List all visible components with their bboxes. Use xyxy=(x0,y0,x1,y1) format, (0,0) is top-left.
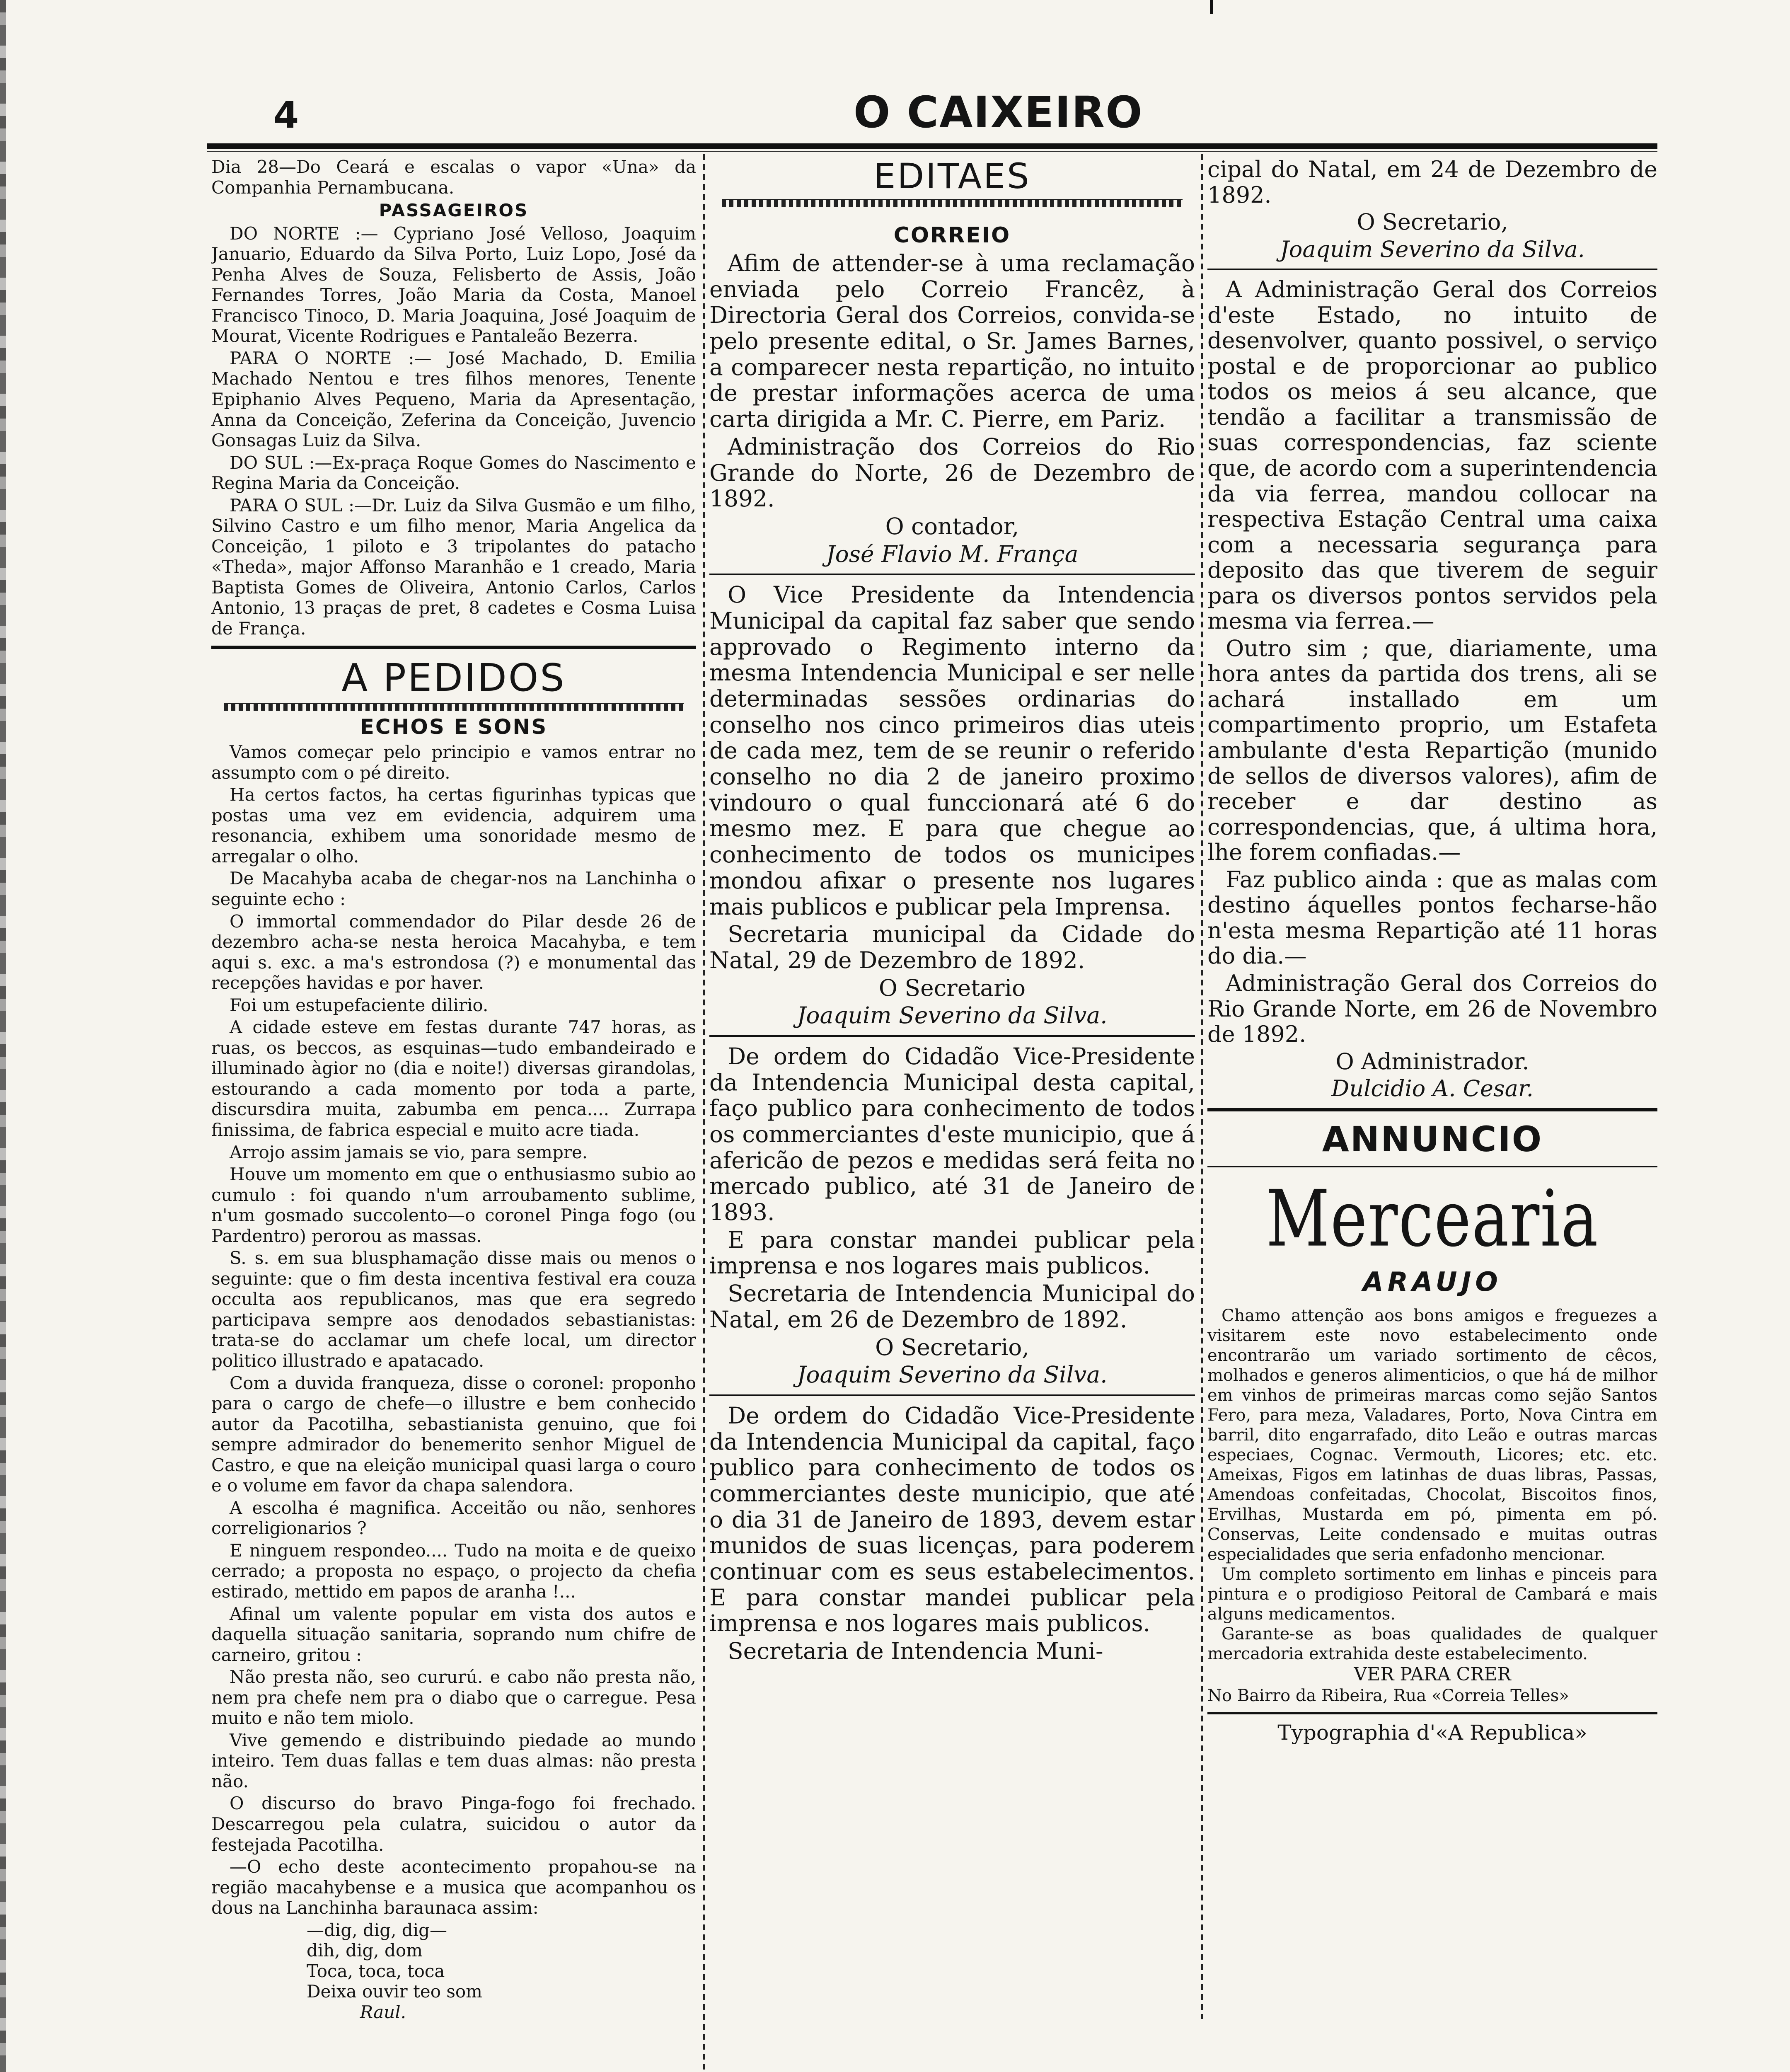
header-rule-thin xyxy=(207,151,1657,152)
secretario-name: Joaquim Severino da Silva. xyxy=(797,1002,1108,1029)
verse-line: —dig, dig, dig— xyxy=(307,1920,448,1940)
article-signature: Raul. xyxy=(360,2002,406,2022)
secretario-label: O Secretario xyxy=(878,974,1026,1001)
column-separator-1 xyxy=(703,154,705,2072)
section-rule xyxy=(1207,1166,1657,1167)
echos-paragraph: E ninguem respondeo.... Tudo na moita e de queixo cerrado; a proposta no espaço, o projecto da chefia estirado, mettido em papos de aranha !... xyxy=(211,1540,696,1602)
secretario-label: O Secretario, xyxy=(1357,209,1508,235)
passengers-do-norte: DO NORTE :— Cypriano José Velloso, Joaquim Januario, Eduardo da Silva Porto, Luiz Lopo, José da Penha Alves de Souza, Felisberto de Assis, João Fernandes Torres, João Maria da Costa, Manoel Francisco Tinoco, D. Maria Joaquina, José Joaquim de Mourat, Vicente Rodrigues e Pantaleão Bezerra. xyxy=(211,223,696,346)
verse-line: Deixa ouvir teo som xyxy=(307,1981,482,2002)
echos-paragraph: Vive gemendo e distribuindo piedade ao mundo inteiro. Tem duas fallas e tem duas almas: não presta não. xyxy=(211,1730,696,1791)
administrador-label: O Administrador. xyxy=(1335,1048,1529,1075)
edital-licencas: De ordem do Cidadão Vice-Presidente da Intendencia Municipal da capital, faço publico para conhecimento de todos os commerciantes deste municipio, que até o dia 31 de Janeiro de 1893, devem estar munidos de suas licenças, para poderem continuar com es seus estabelecimentos. E para constar mandei publicar pela imprensa e nos logares mais publicos. xyxy=(709,1402,1195,1637)
section-rule xyxy=(1207,1108,1657,1111)
secretario-label: O Secretario, xyxy=(875,1334,1029,1360)
scan-mark xyxy=(1210,0,1213,14)
contador-name: José Flavio M. França xyxy=(826,540,1079,567)
correios-notice-date: Administração Geral dos Correios do Rio Grande Norte, em 26 de Novembro de 1892. xyxy=(1207,970,1657,1048)
section-rule xyxy=(709,1035,1195,1037)
ad-paragraph: Um completo sortimento em linhas e pinceis para pintura e o prodigioso Peitoral de Cambará e mais alguns medicamentos. xyxy=(1207,1565,1657,1624)
section-rule xyxy=(709,1394,1195,1396)
section-rule xyxy=(1207,269,1657,270)
column-right xyxy=(1207,157,1657,2072)
correios-notice-estafeta: Outro sim ; que, diariamente, uma hora antes da partida dos trens, ali se achará installado em um compartimento proprio, um Estafeta ambulante d'esta Repartição (munido de sellos de diversos valores), afim de receber e dar destino as correspondencias, que, á ultima hora, lhe forem confiadas.— xyxy=(1207,635,1657,866)
echos-paragraph: —O echo deste acontecimento propahou-se na região macahybense e a musica que acompanhou os dous na Lanchinha baraunaca assim: xyxy=(211,1857,696,1918)
apedidos-title: A PEDIDOS xyxy=(341,655,566,700)
section-rule xyxy=(709,574,1195,575)
echos-paragraph: Com a duvida franqueza, disse o coronel: proponho para o cargo de chefe—o illustre e bem conhecido autor da Pacotilha, sebastianista genuino, que foi sempre admirador do benemerito senhor Miguel de Castro, e que na eleição municipal quasi larga o couro e o volume em favor da chapa salendora. xyxy=(211,1372,696,1496)
edital-pesos-medidas-note: E para constar mandei publicar pela imprensa e nos logares mais publicos. xyxy=(709,1226,1195,1279)
edital-intendencia: O Vice Presidente da Intendencia Municipal da capital faz saber que sendo approvado o Regimento interno da mesma Intendencia Municipal e ser nelle determinadas sessões ordinarias do conselho nos cinco primeiros dias uteis de cada mez, tem de se reunir o referido conselho no dia 2 de janeiro proximo vindouro o qual funccionará até 6 do mesmo mez. E para que chegue ao conhecimento de todos os municipes mondou afixar o presente nos lugares mais publicos e publicar pela Imprensa. xyxy=(709,581,1195,920)
echos-paragraph: Não presta não, seo cururú. e cabo não presta não, nem pra chefe nem pra o diabo que o carregue. Pesa muito e não tem miolo. xyxy=(211,1667,696,1728)
column-separator-2 xyxy=(1201,154,1203,2019)
araujo-name: ARAUJO xyxy=(1363,1267,1502,1298)
title-ornament xyxy=(722,199,1183,207)
passengers-para-o-norte: PARA O NORTE :— José Machado, D. Emilia Machado Nentou e tres filhos menores, Tenente Epiphanio Alves Pequeno, Maria da Apresentação, Anna da Conceição, Zeferina da Conceição, Juvencio Gonsagas Luiz da Silva. xyxy=(211,348,696,451)
edital-licencas-date-cont: cipal do Natal, em 24 de Dezembro de 1892. xyxy=(1207,157,1657,208)
echos-paragraph: Vamos começar pelo principio e vamos entrar no assumpto com o pé direito. xyxy=(211,742,696,783)
column-middle xyxy=(709,157,1195,2072)
edital-correio: Afim de attender-se à uma reclamação enviada pelo Correio Francêz, à Directoria Geral dos Correios, convida-se pelo presente edital, o Sr. James Barnes, a comparecer nesta repartição, no intuito de prestar informações acerca de uma carta dirigida a Mr. C. Pierre, em Pariz. xyxy=(709,250,1195,433)
correios-notice-malas: Faz publico ainda : que as malas com destino áquelles pontos fecharse-hão n'esta mesma Repartição até 11 horas do dia.— xyxy=(1207,866,1657,969)
verse-line: Toca, toca, toca xyxy=(307,1961,445,1981)
ad-body xyxy=(1207,1306,1657,1706)
echos-paragraph: A cidade esteve em festas durante 747 horas, as ruas, os beccos, as esquinas—tudo embandeirado e illuminado àgior no (dia e noite!) diversas girandolas, estourando a cada momento por toda a parte, discursdira muita, zabumba em penca.... Zurrapa finissima, de fabrica especial e muito acre tiada. xyxy=(211,1017,696,1140)
edital-pesos-medidas: De ordem do Cidadão Vice-Presidente da Intendencia Municipal desta capital, faço publico para conhecimento de todos os commerciantes d'este municipio, que á afericão de pezos e medidas será feita no mercado publico, até 31 de Janeiro de 1893. xyxy=(709,1043,1195,1226)
column-left xyxy=(211,157,696,2072)
editaes-title: EDITAES xyxy=(873,157,1031,196)
echos-title: ECHOS E SONS xyxy=(360,715,548,739)
echos-paragraph: Foi um estupefaciente dilirio. xyxy=(230,995,489,1015)
section-rule xyxy=(1207,1712,1657,1714)
echos-paragraph: De Macahyba acaba de chegar-nos na Lanchinha o seguinte echo : xyxy=(211,868,696,909)
echos-paragraph: S. s. em sua blusphamação disse mais ou menos o seguinte: que o fim desta incentiva festival era couza occulta aos republicanos, mas que era segredo participava sempre aos denodados sebastianistas: trata-se do acclamar um chefe local, um director politico illustrado e apatacado. xyxy=(211,1248,696,1371)
mercearia-title: Mercearia xyxy=(1266,1174,1599,1265)
echos-paragraphs xyxy=(211,742,696,1918)
edital-correio-date: Administração dos Correios do Rio Grande do Norte, 26 de Dezembro de 1892. xyxy=(709,433,1195,512)
contador-label: O contador, xyxy=(885,513,1019,540)
passengers-para-o-sul: PARA O SUL :—Dr. Luiz da Silva Gusmão e um filho, Silvino Castro e um filho menor, Maria Angelica da Conceição, 1 piloto e 3 tripolantes do patacho «Theda», major Affonso Maranhão e 1 creado, Maria Baptista Gomes de Oliveira, Antonio Carlos, Carlos Antonio, 13 praças de pret, 8 cadetes e Cosma Luisa de França. xyxy=(211,495,696,639)
page-number: 4 xyxy=(273,94,299,136)
correio-title: CORREIO xyxy=(893,223,1011,248)
header-rule xyxy=(207,143,1657,149)
masthead-title: O CAIXEIRO xyxy=(854,87,1143,138)
verse-block xyxy=(307,1920,696,2002)
verse-line: dih, dig, dom xyxy=(307,1940,423,1961)
edital-intendencia-date: Secretaria municipal da Cidade do Natal, 29 de Dezembro de 1892. xyxy=(709,921,1195,973)
echos-paragraph: Houve um momento em que o enthusiasmo subio ao cumulo : foi quando n'um arroubamento sublime, n'um gosmado succolento—o coronel Pinga fogo (ou Pardentro) perorou as massas. xyxy=(211,1164,696,1246)
annuncio-title: ANNUNCIO xyxy=(1322,1118,1543,1159)
secretario-name: Joaquim Severino da Silva. xyxy=(797,1361,1108,1388)
ad-paragraph: Garante-se as boas qualidades de qualquer mercadoria extrahida deste estabelecimento. xyxy=(1207,1624,1657,1664)
passengers-do-sul: DO SUL :—Ex-praça Roque Gomes do Nascimento e Regina Maria da Conceição. xyxy=(211,452,696,494)
echos-paragraph: O immortal commendador do Pilar desde 26 de dezembro acha-se nesta heroica Macahyba, e tem aqui s. exc. a ma's estrondosa (?) e monumental das recepções havidas e por haver. xyxy=(211,911,696,993)
echos-paragraph: Afinal um valente popular em vista dos autos e daquella situação sanitaria, soprando num chifre de carneiro, gritou : xyxy=(211,1603,696,1665)
passageiros-title: PASSAGEIROS xyxy=(379,200,529,221)
administrador-name: Dulcidio A. Cesar. xyxy=(1331,1075,1534,1102)
edital-pesos-medidas-date: Secretaria de Intendencia Municipal do Natal, em 26 de Dezembro de 1892. xyxy=(709,1280,1195,1333)
echos-paragraph: A escolha é magnifica. Acceitão ou não, senhores correligionarios ? xyxy=(211,1497,696,1539)
correios-notice: A Administração Geral dos Correios d'este Estado, no intuito de desenvolver, quanto possivel, o serviço postal e de proporcionar ao publico todos os meios á seu alcance, que tendão a facilitar a transmissão de suas correspondencias, faz sciente que, de acordo com a superintendencia da via ferrea, mandou collocar na respectiva Estação Central uma caixa com a necessaria segurança para deposito das que tiverem de seguir para os diversos pontos servidos pela mesma via ferrea.— xyxy=(1207,276,1657,634)
edital-licencas-date: Secretaria de Intendencia Muni- xyxy=(728,1638,1103,1665)
echos-paragraph: O discurso do bravo Pinga-fogo foi frechado. Descarregou pela culatra, suicidou o autor da festejada Pacotilha. xyxy=(211,1793,696,1855)
ad-address: No Bairro da Ribeira, Rua «Correia Telles» xyxy=(1207,1686,1569,1706)
ad-paragraph: Chamo attenção aos bons amigos e freguezes a visitarem este novo estabelecimento onde encontrarão um variado sortimento de cêcos, molhados e generos alimenticios, o que há de milhor em vinhos de primeiras marcas como sejão Santos Fero, para meza, Valadares, Porto, Nova Cintra em barril, dito engarrafado, dito Leão e outras marcas especiaes, Cognac. Vermouth, Licores; etc. etc. Ameixas, Figos em latinhas de duas libras, Passas, Amendoas confeitadas, Chocolat, Biscoitos finos, Ervilhas, Mustarda em pó, pimenta em pó. Conservas, Leite condensado e muitas outras especialidades que seria enfadonho mencionar. xyxy=(1207,1306,1657,1564)
title-ornament xyxy=(224,703,684,711)
typographia-credit: Typographia d'«A Republica» xyxy=(1277,1721,1587,1745)
secretario-name: Joaquim Severino da Silva. xyxy=(1280,236,1585,262)
scan-edge xyxy=(0,0,6,2072)
arrivals-intro: Dia 28—Do Ceará e escalas o vapor «Una» da Companhia Pernambucana. xyxy=(211,157,696,198)
ad-ver-para-crer: VER PARA CRER xyxy=(1354,1664,1511,1685)
section-rule xyxy=(211,646,696,649)
echos-paragraph: Ha certos factos, ha certas figurinhas typicas que postas uma vez em evidencia, adquirem uma resonancia, exhibem uma sonoridade mesmo de arregalar o olho. xyxy=(211,784,696,867)
echos-paragraph: Arrojo assim jamais se vio, para sempre. xyxy=(230,1142,588,1162)
